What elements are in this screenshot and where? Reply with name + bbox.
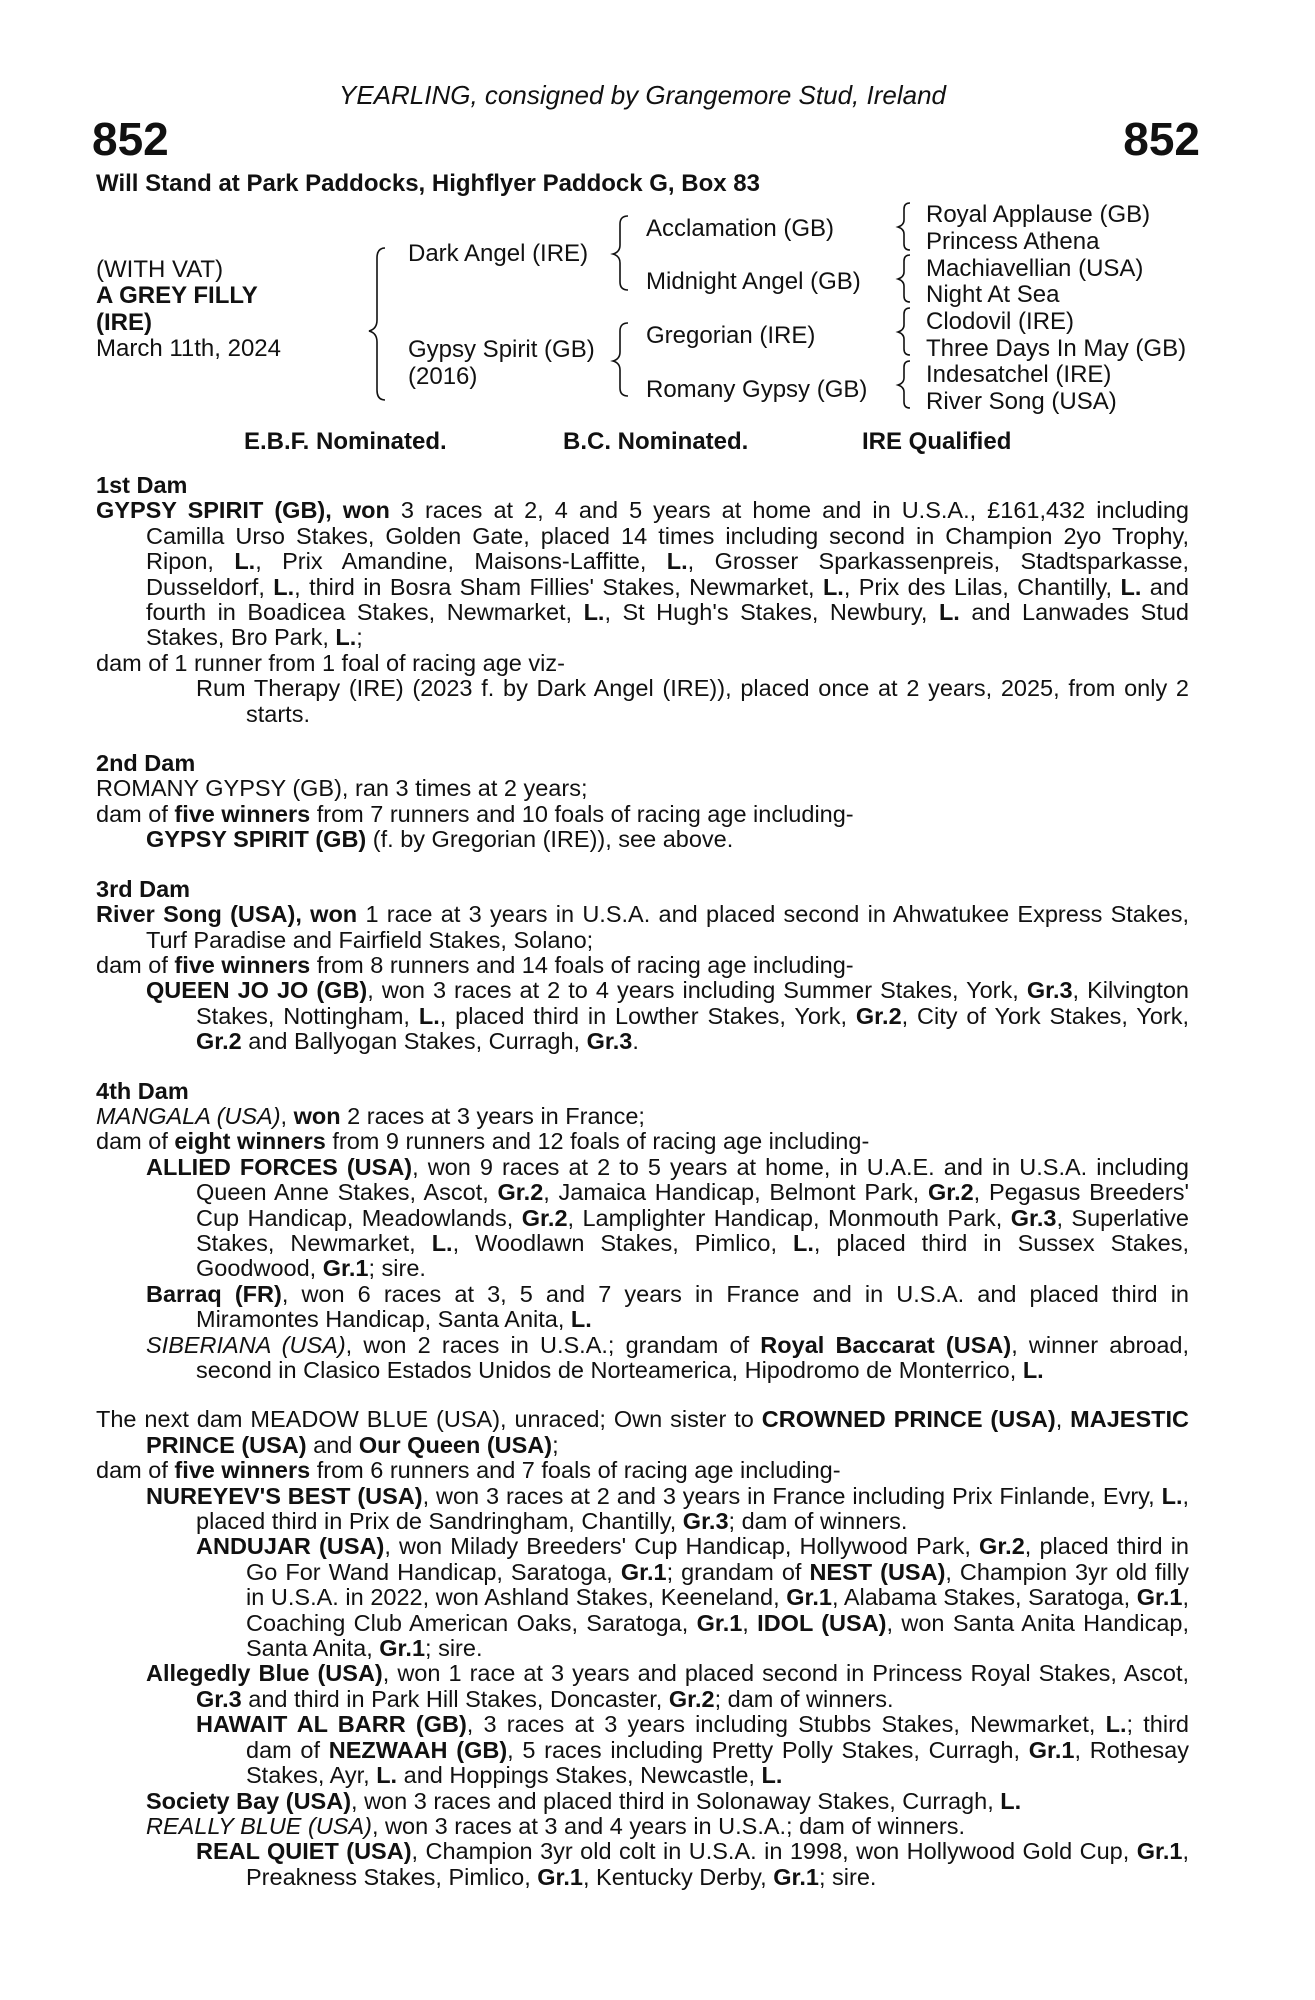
text-run: Gr.3: [586, 1028, 633, 1055]
text-run: Gr.1: [696, 1609, 743, 1636]
text-run: Barraq (FR): [146, 1280, 282, 1307]
text-run: ; grandam of: [666, 1558, 810, 1585]
text-run: from 9 runners and 12 foals of racing age including-: [325, 1128, 870, 1155]
text-run: L.: [792, 1229, 814, 1256]
text-run: Gr.1: [537, 1863, 583, 1890]
text-run: (f. by Gregorian (IRE)), see above.: [366, 826, 734, 853]
text-run: 3 races at 2, 4 and 5 years at home and in U.S.A., £161,432 including Camilla Urso Stakes, Golden Gate, placed 14 times including second in Champion 2yo Trophy, Ripon,: [146, 497, 1189, 575]
dd-dam: River Song (USA): [926, 388, 1117, 415]
text-run: , Lamplighter Handicap, Monmouth Park,: [567, 1204, 1011, 1231]
text-run: , won Santa Anita Handicap, Santa Anita,: [246, 1609, 1189, 1662]
text-run: , won 3 races at 2 to 4 years including Summer Stakes, York,: [367, 977, 1027, 1004]
foaling-date: March 11th, 2024: [96, 335, 282, 362]
text-run: IDOL (USA): [757, 1609, 887, 1636]
text-run: , won 3 races at 2 and 3 years in France including Prix Finlande, Evry,: [422, 1482, 1162, 1509]
text-run: , St Hugh's Stakes, Newbury,: [604, 599, 939, 626]
text-run: ;: [356, 624, 363, 651]
text-run: , 5 races including Pretty Polly Stakes, Curragh,: [507, 1736, 1029, 1763]
text-run: , won Milady Breeders' Cup Handicap, Hollywood Park,: [384, 1533, 980, 1560]
produce-paragraph: [96, 902, 1189, 953]
dd-sire: Indesatchel (IRE): [926, 361, 1112, 388]
text-run: Our Queen (USA): [358, 1431, 553, 1458]
text-run: .: [632, 1028, 639, 1055]
text-run: L.: [1105, 1711, 1127, 1738]
text-run: ; sire.: [368, 1255, 426, 1282]
text-run: Gr.1: [786, 1584, 832, 1611]
text-run: , Pegasus Breeders' Cup Handicap, Meadowlands,: [196, 1179, 1189, 1231]
lot-number-right: 852: [1123, 113, 1200, 165]
text-run: Gr.2: [927, 1179, 974, 1206]
text-run: Gr.2: [979, 1533, 1025, 1560]
dam-brace: [613, 323, 628, 396]
text-run: Gr.3: [682, 1508, 729, 1535]
text-run: REALLY BLUE (USA): [146, 1812, 372, 1839]
produce-paragraph: [96, 802, 1189, 827]
text-run: , Grosser Sparkassenpreis, Stadtsparkasse, Dusseldorf,: [146, 548, 1189, 600]
produce-paragraph: [96, 1155, 1189, 1282]
dam-dam: Romany Gypsy (GB): [646, 376, 868, 403]
text-run: L.: [570, 1306, 592, 1333]
text-run: L.: [1161, 1482, 1183, 1509]
bc-nomination: B.C. Nominated.: [563, 428, 749, 455]
text-run: and: [306, 1431, 359, 1458]
text-run: five winners: [174, 800, 311, 827]
text-run: , placed third in Sussex Stakes, Goodwood,: [196, 1229, 1189, 1282]
text-run: 1 race at 3 years in U.S.A. and placed second in Ahwatukee Express Stakes, Turf Paradise and Fairfield Stakes, Solano;: [146, 901, 1189, 953]
produce-paragraph: [96, 498, 1189, 650]
text-run: and fourth in Boadicea Stakes, Newmarket,: [146, 573, 1189, 626]
text-run: eight winners: [174, 1128, 326, 1155]
dam-section-title: 2nd Dam: [96, 750, 196, 777]
text-run: L.: [376, 1762, 398, 1789]
text-run: GYPSY SPIRIT (GB), won: [96, 497, 390, 524]
text-run: from 8 runners and 14 foals of racing age including-: [310, 951, 854, 978]
text-run: MANGALA (USA): [96, 1102, 281, 1129]
text-run: , Prix Amandine, Maisons-Laffitte,: [255, 548, 667, 575]
text-run: L.: [335, 624, 357, 651]
produce-paragraph: [96, 978, 1189, 1054]
text-run: from 7 runners and 10 foals of racing age including-: [310, 800, 854, 827]
text-run: Allegedly Blue (USA): [146, 1660, 383, 1687]
text-run: Gr.1: [379, 1635, 426, 1662]
dam-section-title: 4th Dam: [96, 1077, 189, 1104]
text-run: SIBERIANA (USA): [146, 1331, 346, 1358]
text-run: The next dam MEADOW BLUE (USA), unraced; Own sister to: [96, 1406, 762, 1433]
dam-section: [96, 473, 1189, 727]
produce-paragraph: [96, 1282, 1189, 1333]
text-run: Gr.3: [1010, 1204, 1057, 1231]
sire-sire: Acclamation (GB): [646, 215, 835, 242]
produce-paragraph: [96, 1104, 1189, 1129]
stand-location: Will Stand at Park Paddocks, Highflyer Paddock G, Box 83: [96, 170, 760, 197]
text-run: dam of: [96, 800, 175, 827]
text-run: , third in Bosra Sham Fillies' Stakes, Newmarket,: [294, 573, 823, 600]
text-run: , Superlative Stakes, Newmarket,: [196, 1204, 1189, 1256]
text-run: Gr.2: [521, 1204, 568, 1231]
sire-brace: [613, 216, 628, 290]
horse-country: (IRE): [96, 309, 152, 336]
dam-section: [96, 751, 1189, 853]
produce-paragraph: [96, 1661, 1189, 1712]
text-run: Gr.1: [1136, 1838, 1183, 1865]
dam-name: Gypsy Spirit (GB): [408, 336, 595, 363]
text-run: L.: [431, 1229, 453, 1256]
dam-section: [96, 877, 1189, 1055]
text-run: , won 2 races in U.S.A.; grandam of: [345, 1331, 761, 1358]
text-run: Gr.3: [196, 1685, 242, 1712]
sire-dam: Midnight Angel (GB): [646, 268, 861, 295]
text-run: , won 9 races at 2 to 5 years at home, in U.A.E. and in U.S.A. including Queen Anne Stakes, Ascot,: [196, 1153, 1189, 1206]
produce-paragraph: [96, 1484, 1189, 1535]
text-run: dam of: [96, 1128, 175, 1155]
text-run: ; sire.: [818, 1863, 877, 1890]
text-run: Gr.2: [855, 1002, 902, 1029]
ds-dam: Three Days In May (GB): [926, 335, 1187, 362]
text-run: L.: [761, 1762, 783, 1789]
text-run: L.: [1000, 1787, 1022, 1814]
text-run: won: [293, 1102, 341, 1129]
text-run: ALLIED FORCES (USA): [146, 1153, 413, 1180]
dam-section-title: 3rd Dam: [96, 875, 191, 902]
produce-paragraph: [96, 1712, 1189, 1788]
produce-paragraph: [96, 676, 1189, 727]
text-run: and third in Park Hill Stakes, Doncaster,: [241, 1685, 669, 1712]
produce-paragraph: [96, 776, 1189, 801]
dam-section: [96, 1079, 1189, 1384]
text-run: , 3 races at 3 years including Stubbs Stakes, Newmarket,: [466, 1711, 1106, 1738]
text-run: ,: [280, 1102, 294, 1129]
text-run: L.: [1120, 573, 1142, 600]
text-run: Royal Baccarat (USA): [760, 1331, 1012, 1358]
text-run: Gr.1: [322, 1255, 369, 1282]
text-run: River Song (USA), won: [96, 901, 358, 928]
text-run: Gr.2: [196, 1028, 242, 1055]
text-run: five winners: [174, 1457, 311, 1484]
text-run: HAWAIT AL BARR (GB): [196, 1711, 467, 1738]
sd-dam: Night At Sea: [926, 281, 1060, 308]
brace-midnight-angel: [898, 255, 910, 302]
produce-paragraph: [96, 1534, 1189, 1661]
text-run: Gr.2: [668, 1685, 715, 1712]
text-run: , Woodlawn Stakes, Pimlico,: [452, 1229, 793, 1256]
text-run: ; dam of winners.: [714, 1685, 894, 1712]
produce-paragraph: [96, 1333, 1189, 1384]
text-run: ,: [742, 1609, 758, 1636]
text-run: , placed third in Lowther Stakes, York,: [439, 1002, 856, 1029]
text-run: , won 3 races and placed third in Solonaway Stakes, Curragh,: [351, 1787, 1001, 1814]
text-run: L.: [273, 573, 295, 600]
sire-name: Dark Angel (IRE): [408, 240, 589, 267]
dam-year: (2016): [408, 363, 478, 390]
text-run: ROMANY GYPSY (GB), ran 3 times at 2 years;: [96, 775, 588, 802]
text-run: , Preakness Stakes, Pimlico,: [246, 1838, 1189, 1890]
text-run: GYPSY SPIRIT (GB): [146, 826, 367, 853]
text-run: NEST (USA): [809, 1558, 946, 1585]
text-run: CROWNED PRINCE (USA): [761, 1406, 1056, 1433]
text-run: REAL QUIET (USA): [196, 1838, 412, 1865]
text-run: , Rothesay Stakes, Ayr,: [246, 1736, 1189, 1789]
produce-paragraph: [96, 1407, 1189, 1458]
consignor-line: YEARLING, consigned by Grangemore Stud, Ireland: [339, 80, 946, 110]
text-run: L.: [666, 548, 688, 575]
text-run: dam of: [96, 1457, 175, 1484]
text-run: L.: [1022, 1357, 1044, 1383]
text-run: and Hoppings Stakes, Newcastle,: [397, 1762, 762, 1789]
produce-paragraph: [96, 1789, 1189, 1814]
ebf-nomination: E.B.F. Nominated.: [244, 428, 447, 455]
produce-paragraph: [96, 827, 1189, 852]
text-run: , Coaching Club American Oaks, Saratoga,: [246, 1584, 1189, 1636]
dam-section: [96, 1407, 1189, 1890]
text-run: , Champion 3yr old filly in U.S.A. in 2022, won Ashland Stakes, Keeneland,: [246, 1558, 1189, 1611]
produce-paragraph: [96, 953, 1189, 978]
text-run: , won 1 race at 3 years and placed second in Princess Royal Stakes, Ascot,: [382, 1660, 1190, 1687]
text-run: QUEEN JO JO (GB): [146, 977, 368, 1004]
text-run: ANDUJAR (USA): [196, 1533, 385, 1560]
text-run: dam of 1 runner from 1 foal of racing age viz-: [96, 649, 565, 676]
text-run: and Ballyogan Stakes, Curragh,: [241, 1028, 587, 1055]
text-run: NEZWAAH (GB): [328, 1736, 508, 1763]
text-run: , winner abroad, second in Clasico Estados Unidos de Norteamerica, Hipodromo de Monterrico,: [196, 1331, 1190, 1383]
text-run: L.: [234, 548, 256, 575]
text-run: Rum Therapy (IRE) (2023 f. by Dark Angel (IRE)), placed once at 2 years, 2025, from only 2 starts.: [196, 675, 1189, 727]
text-run: , won 6 races at 3, 5 and 7 years in France and in U.S.A. and placed third in Miramontes Handicap, Santa Anita,: [196, 1280, 1189, 1333]
text-run: ;: [552, 1431, 559, 1458]
text-run: ; dam of winners.: [728, 1508, 908, 1535]
lot-number-left: 852: [92, 113, 169, 165]
text-run: Gr.1: [773, 1863, 819, 1890]
dam-sire: Gregorian (IRE): [646, 322, 816, 349]
text-run: L.: [583, 599, 605, 626]
text-run: , placed third in Prix de Sandringham, Chantilly,: [196, 1482, 1190, 1535]
text-run: , Alabama Stakes, Saratoga,: [831, 1584, 1137, 1611]
text-run: , Prix des Lilas, Chantilly,: [843, 573, 1121, 600]
text-run: L.: [418, 1002, 440, 1029]
main-brace: [369, 248, 385, 400]
text-run: L.: [938, 599, 960, 626]
text-run: , City of York Stakes, York,: [901, 1002, 1190, 1029]
brace-gregorian: [898, 308, 910, 355]
brace-acclamation: [898, 203, 910, 250]
text-run: , placed third in Go For Wand Handicap, Saratoga,: [246, 1533, 1189, 1585]
ss-dam: Princess Athena: [926, 228, 1100, 255]
brace-romany-gypsy: [898, 361, 910, 408]
text-run: L.: [822, 573, 844, 600]
produce-paragraph: [96, 1814, 1189, 1839]
text-run: ; third dam of: [246, 1711, 1189, 1763]
text-run: from 6 runners and 7 foals of racing age including-: [310, 1457, 841, 1484]
produce-record: [96, 473, 1189, 1890]
text-run: Gr.3: [1026, 977, 1073, 1004]
produce-paragraph: [96, 1458, 1189, 1483]
sd-sire: Machiavellian (USA): [926, 255, 1144, 282]
dam-section-title: 1st Dam: [96, 472, 188, 498]
produce-paragraph: [96, 1839, 1189, 1890]
text-run: NUREYEV'S BEST (USA): [146, 1482, 423, 1509]
text-run: Gr.1: [620, 1558, 667, 1585]
ds-sire: Clodovil (IRE): [926, 308, 1075, 335]
text-run: Gr.1: [1028, 1736, 1075, 1763]
text-run: Gr.1: [1136, 1584, 1183, 1611]
text-run: , Kentucky Derby,: [582, 1863, 774, 1890]
horse-description: A GREY FILLY: [96, 282, 258, 309]
ss-sire: Royal Applause (GB): [926, 201, 1151, 228]
text-run: Gr.2: [497, 1179, 544, 1206]
text-run: and Lanwades Stud Stakes, Bro Park,: [146, 599, 1189, 651]
text-run: , won 3 races at 3 and 4 years in U.S.A.; dam of winners.: [371, 1812, 965, 1839]
text-run: 2 races at 3 years in France;: [340, 1102, 645, 1129]
text-run: Society Bay (USA): [146, 1787, 352, 1814]
produce-paragraph: [96, 651, 1189, 676]
text-run: dam of: [96, 951, 175, 978]
vat-note: (WITH VAT): [96, 256, 224, 283]
text-run: MAJESTIC PRINCE (USA): [146, 1406, 1189, 1458]
text-run: , Kilvington Stakes, Nottingham,: [196, 977, 1189, 1029]
ire-qualification: IRE Qualified: [862, 428, 1012, 455]
produce-paragraph: [96, 1129, 1189, 1154]
text-run: , Champion 3yr old colt in U.S.A. in 1998, won Hollywood Gold Cup,: [411, 1838, 1137, 1865]
text-run: ; sire.: [425, 1635, 483, 1662]
text-run: ,: [1055, 1406, 1071, 1433]
text-run: five winners: [174, 951, 311, 978]
text-run: , Jamaica Handicap, Belmont Park,: [543, 1179, 928, 1206]
